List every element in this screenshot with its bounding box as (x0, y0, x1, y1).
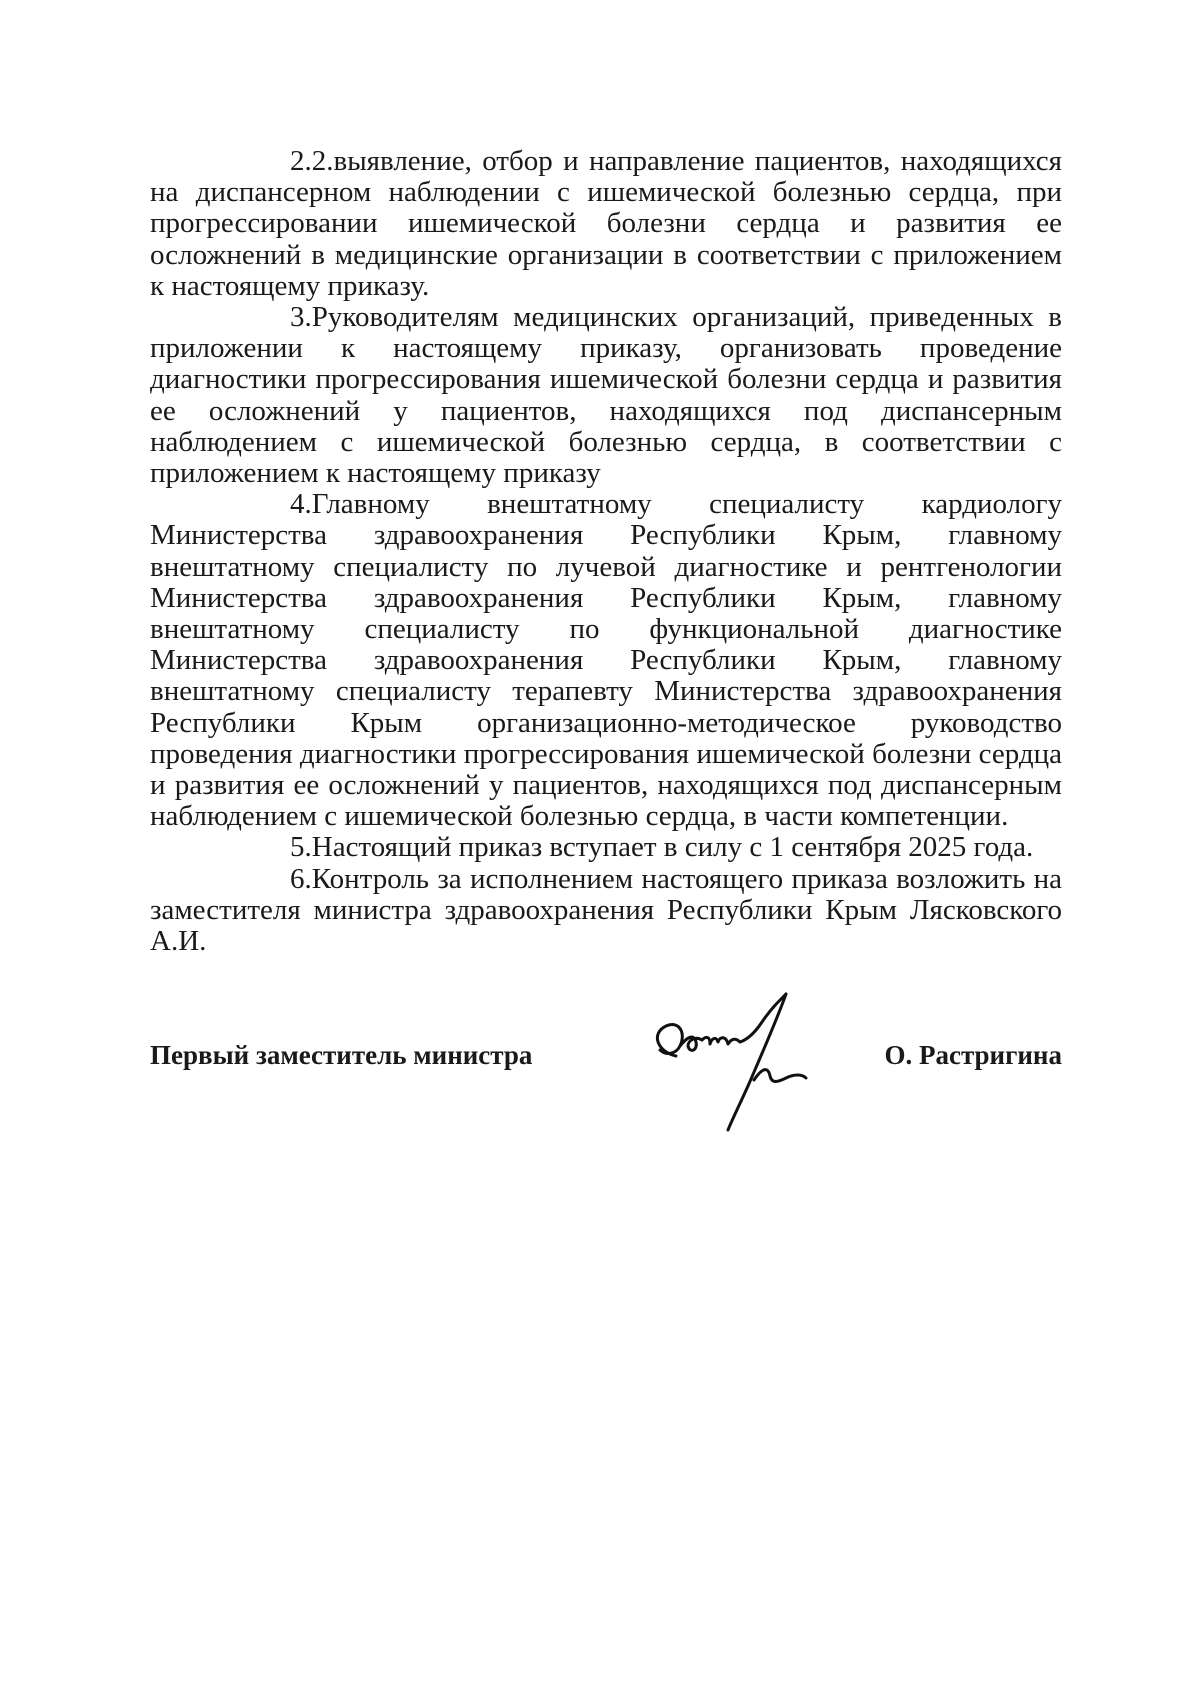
paragraph-text: Контроль за исполнением настоящего приказа возложить на заместителя министра здравоохранения Республики Крым Лясковского А.И. (150, 862, 1062, 958)
paragraph-text: Настоящий приказ вступает в силу с 1 сентября 2025 года. (311, 831, 1034, 864)
paragraph-4 (150, 489, 1062, 832)
paragraph-6 (150, 864, 1062, 958)
signature-block (150, 1040, 1062, 1080)
signatory-title: Первый заместитель министра (150, 1040, 533, 1070)
handwritten-signature (636, 982, 826, 1132)
document-body (150, 146, 1062, 957)
paragraph-5 (150, 832, 1062, 863)
paragraph-number: 5. (290, 831, 312, 864)
paragraph-text: выявление, отбор и направление пациентов, находящихся на диспансерном наблюдении с ишемической болезнью сердца, при прогрессировании ишемической болезни сердца и развития ее осложнений в медицинские организации в соответствии с приложением к настоящему приказу. (150, 145, 1062, 302)
paragraph-text: Руководителям медицинских организаций, приведенных в приложении к настоящему приказу, организовать проведение диагностики прогрессирования ишемической болезни сердца и развития ее осложнений у пациентов, находящихся под диспансерным наблюдением с ишемической болезнью сердца, в соответствии с приложением к настоящему приказу (150, 301, 1062, 490)
paragraph-text: Главному внештатному специалисту кардиологу Министерства здравоохранения Республики Крым, главному внештатному специалисту по лучевой диагностике и рентгенологии Министерства здравоохранения Республики Крым, главному внештатному специалисту по функциональной диагностике Министерства здравоохранения Республики Крым, главному внештатному специалисту терапевту Министерства здравоохранения Республики Крым организационно-методическое руководство проведения диагностики прогрессирования ишемической болезни сердца и развития ее осложнений у пациентов, находящихся под диспансерным наблюдением с ишемической болезнью сердца, в части компетенции. (150, 488, 1062, 833)
paragraph-number: 2.2. (290, 145, 334, 177)
paragraph-3 (150, 302, 1062, 489)
paragraph-number: 4. (290, 488, 312, 521)
signatory-name: О. Растригина (884, 1040, 1062, 1070)
paragraph-number: 3. (290, 301, 312, 334)
paragraph-number: 6. (290, 862, 312, 895)
paragraph-2-2 (150, 146, 1062, 302)
